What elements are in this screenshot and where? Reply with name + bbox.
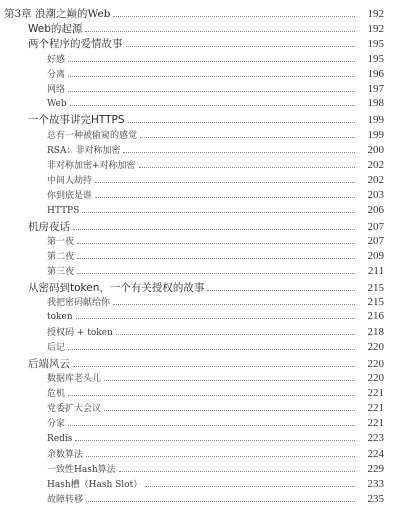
toc-page-number: 209 <box>367 250 384 263</box>
toc-subsection-entry <box>47 477 384 491</box>
toc-dot-leader <box>77 273 355 274</box>
toc-entry-title: 后记 <box>47 343 66 354</box>
toc-entry-title: 第三夜 <box>47 267 75 278</box>
toc-page-number: 195 <box>367 38 384 51</box>
toc-page-number: 207 <box>367 235 384 247</box>
toc-subsection-entry <box>47 416 384 430</box>
toc-entry-title: Web的起源 <box>28 23 83 36</box>
toc-section-entry <box>28 36 384 50</box>
toc-subsection-entry <box>47 386 384 400</box>
toc-dot-leader <box>86 501 355 502</box>
toc-entry-title: Hash槽（Hash Slot） <box>47 480 143 491</box>
toc-subsection-entry <box>47 143 384 157</box>
toc-page-number: 207 <box>367 220 384 233</box>
toc-subsection-entry <box>47 82 384 96</box>
toc-entry-title: 余数算法 <box>47 449 84 460</box>
toc-page-number: 197 <box>367 83 384 95</box>
toc-subsection-entry <box>47 371 384 385</box>
toc-page-number: 195 <box>367 52 384 65</box>
toc-page-number: 216 <box>367 310 384 322</box>
toc-dot-leader <box>119 471 355 472</box>
toc-subsection-entry <box>47 204 384 218</box>
toc-section-entry <box>28 356 384 370</box>
toc-dot-leader <box>86 456 355 457</box>
toc-entry-title: 第一夜 <box>47 237 75 247</box>
toc-dot-leader <box>113 16 355 17</box>
toc-dot-leader <box>73 366 355 367</box>
toc-entry-title: 后端风云 <box>28 357 70 370</box>
toc-dot-leader <box>116 334 355 335</box>
toc-page-number: 229 <box>367 463 384 475</box>
toc-subsection-entry <box>47 310 384 324</box>
toc-entry-title: 两个程序的爱情故事 <box>28 38 123 51</box>
toc-dot-leader <box>95 197 355 198</box>
toc-subsection-entry <box>47 52 384 66</box>
toc-page-number: 203 <box>367 189 384 202</box>
toc-entry-title: 一致性Hash算法 <box>47 465 116 475</box>
toc-subsection-entry <box>47 249 384 263</box>
toc-entry-title: HTTPS <box>47 205 80 216</box>
toc-page-number: 202 <box>367 159 384 171</box>
toc-dot-leader <box>68 76 355 77</box>
toc-dot-leader <box>76 318 355 319</box>
toc-page-number: 215 <box>367 295 384 308</box>
toc-subsection-entry <box>47 295 384 309</box>
toc-entry-title: 非对称加密+对称加密 <box>47 161 136 171</box>
toc-entry-title: 第3章 浪潮之巅的Web <box>4 8 111 20</box>
toc-subsection-entry <box>47 340 384 354</box>
toc-page-number: 206 <box>367 203 384 216</box>
toc-entry-title: 危机 <box>47 389 66 399</box>
toc-page-number: 220 <box>367 341 384 354</box>
toc-subsection-entry <box>47 401 384 415</box>
toc-subsection-entry <box>47 432 384 446</box>
toc-dot-leader <box>70 105 355 106</box>
toc-page-number: 221 <box>367 417 384 430</box>
toc-dot-leader <box>145 486 355 487</box>
toc-subsection-entry <box>47 447 384 461</box>
toc-entry-title: 故障转移 <box>47 495 84 506</box>
toc-entry-title: 我把密码献给你 <box>47 297 111 308</box>
toc-entry-title: Web <box>47 99 67 110</box>
toc-dot-leader <box>68 61 355 62</box>
toc-page-number: 221 <box>367 387 384 399</box>
toc-entry-title: 分离 <box>47 69 66 80</box>
toc-entry-title: 好感 <box>47 54 66 65</box>
toc-page-number: 223 <box>367 431 384 444</box>
toc-dot-leader <box>77 243 355 244</box>
toc-dot-leader <box>104 380 355 381</box>
toc-page-number: 215 <box>367 281 384 294</box>
toc-page-number: 235 <box>367 493 384 506</box>
toc-page-number: 218 <box>367 326 384 339</box>
toc-page-number: 199 <box>367 114 384 127</box>
toc-entry-title: 数据库老头儿 <box>47 373 102 384</box>
toc-entry-title: 党委扩大会议 <box>47 404 102 415</box>
toc-entry-title: token <box>47 312 73 322</box>
toc-page-number: 233 <box>367 478 384 491</box>
toc-dot-leader <box>140 137 355 138</box>
toc-page-number: 202 <box>367 174 384 187</box>
toc-dot-leader <box>68 91 355 92</box>
toc-entry-title: 分家 <box>47 419 66 430</box>
toc-subsection-entry <box>47 188 384 202</box>
toc-page-number: 211 <box>367 265 384 278</box>
toc-subsection-entry <box>47 234 384 248</box>
toc-subsection-entry <box>47 264 384 278</box>
toc-page-number: 198 <box>367 97 384 110</box>
toc-dot-leader <box>95 182 355 183</box>
toc-page-number: 221 <box>367 402 384 415</box>
toc-subsection-entry <box>47 492 384 506</box>
toc-entry-title: 从密码到token，一个有关授权的故事 <box>28 281 205 294</box>
toc-chapter-heading <box>4 6 384 20</box>
toc-page-number: 200 <box>367 143 384 156</box>
toc-section-entry <box>28 112 384 126</box>
toc-entry-title: 你到底是谁 <box>47 191 93 202</box>
toc-entry-title: 总有一种被偷窥的感觉 <box>47 130 138 141</box>
toc-dot-leader <box>68 425 355 426</box>
toc-page-number: 224 <box>367 447 384 460</box>
toc-page-number: 192 <box>367 23 384 36</box>
toc-entry-title: 一个故事讲完HTTPS <box>28 114 125 127</box>
toc-subsection-entry <box>47 462 384 476</box>
toc-dot-leader <box>123 152 355 153</box>
toc-entry-title: 授权码 + token <box>47 328 113 339</box>
toc-dot-leader <box>68 349 355 350</box>
toc-section-entry <box>28 21 384 35</box>
toc-subsection-entry <box>47 67 384 81</box>
toc-entry-title: 机房夜话 <box>28 220 70 233</box>
toc-dot-leader <box>68 395 355 396</box>
toc-entry-title: 第二夜 <box>47 252 75 263</box>
toc-page-number: 220 <box>367 371 384 384</box>
toc-section-entry <box>28 280 384 294</box>
toc-dot-leader <box>73 229 355 230</box>
toc-dot-leader <box>104 410 355 411</box>
toc-page-number: 196 <box>367 67 384 80</box>
toc-subsection-entry <box>47 128 384 142</box>
toc-subsection-entry <box>47 173 384 187</box>
toc-subsection-entry <box>47 158 384 172</box>
toc-section-entry <box>28 219 384 233</box>
toc-subsection-entry <box>47 325 384 339</box>
toc-dot-leader <box>113 304 355 305</box>
toc-subsection-entry <box>47 97 384 111</box>
toc-dot-leader <box>126 46 356 47</box>
toc-entry-title: Redis <box>47 433 73 444</box>
toc-entry-title: RSA：非对称加密 <box>47 145 121 156</box>
toc-dot-leader <box>207 290 355 291</box>
toc-page-number: 192 <box>367 8 384 20</box>
toc-dot-leader <box>75 440 355 441</box>
toc-page-number: 199 <box>367 128 384 141</box>
toc-dot-leader <box>85 31 355 32</box>
toc-dot-leader <box>139 167 355 168</box>
toc-entry-title: 网络 <box>47 85 66 95</box>
toc-dot-leader <box>77 258 355 259</box>
toc-dot-leader <box>82 212 355 213</box>
toc-entry-title: 中间人劫持 <box>47 176 93 187</box>
toc-dot-leader <box>128 122 355 123</box>
toc-page-number: 220 <box>367 357 384 370</box>
